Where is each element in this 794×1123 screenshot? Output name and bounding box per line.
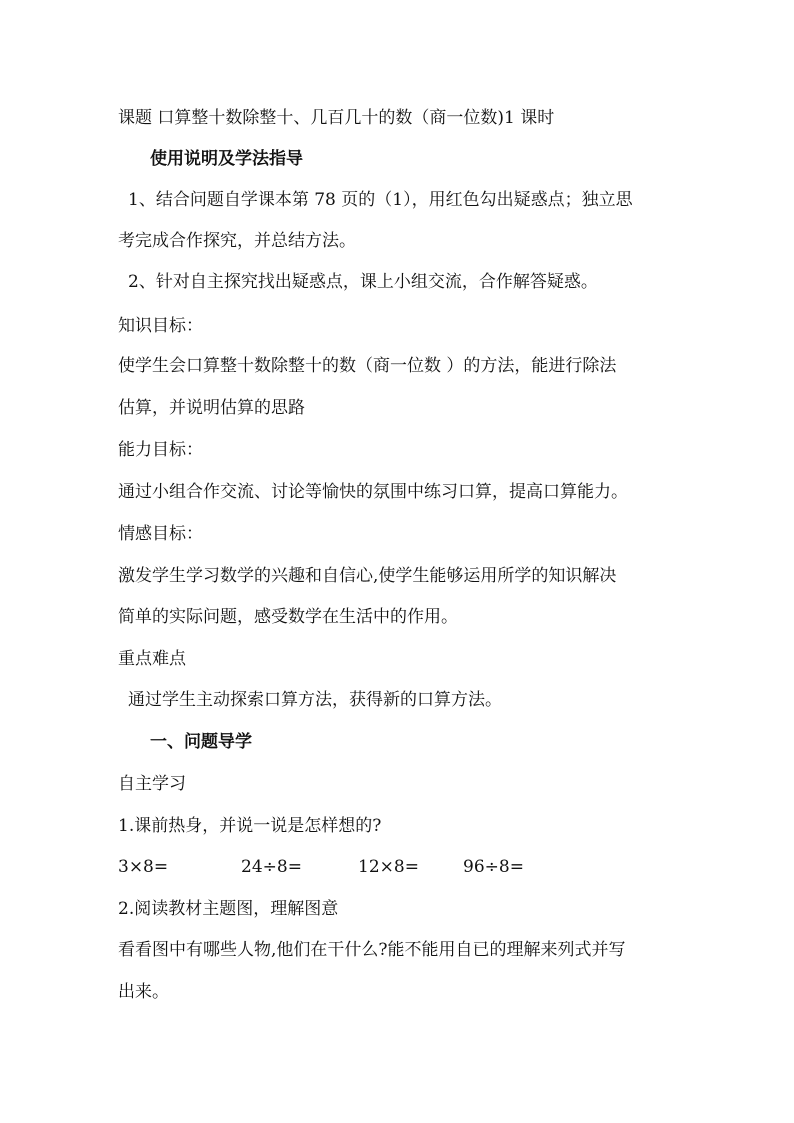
ability-goal-label: 能力目标： [118, 440, 203, 460]
guide-item-1-line-1: 1、结合问题自学课本第 78 页的（1），用红色勾出疑惑点；独立思 [128, 190, 633, 210]
emotion-goal-line-1: 激发学生学习数学的兴趣和自信心,使学生能够运用所学的知识解决 [118, 566, 617, 586]
exercise-row [118, 855, 678, 879]
ability-goal-text: 通过小组合作交流、讨论等愉快的氛围中练习口算，提高口算能力。 [118, 482, 628, 502]
question-2: 2.阅读教材主题图，理解图意 [118, 899, 339, 919]
guide-heading: 使用说明及学法指导 [150, 149, 303, 169]
question-1: 1.课前热身，并说一说是怎样想的? [118, 816, 382, 836]
question-2-text-line-1: 看看图中有哪些人物,他们在干什么?能不能用自已的理解来列式并写 [118, 940, 626, 960]
guide-item-2: 2、针对自主探究找出疑惑点，课上小组交流，合作解答疑惑。 [128, 272, 598, 292]
exercise-item: 3×8= [118, 857, 169, 877]
lesson-title: 课题 口算整十数除整十、几百几十的数（商一位数)1 课时 [118, 108, 555, 128]
knowledge-goal-label: 知识目标： [118, 316, 203, 336]
emotion-goal-line-2: 简单的实际问题，感受数学在生活中的作用。 [118, 607, 458, 627]
key-points-text: 通过学生主动探索口算方法，获得新的口算方法。 [128, 690, 502, 710]
section-heading-question-guide: 一、问题导学 [150, 732, 252, 752]
guide-item-1-line-2: 考完成合作探究，并总结方法。 [118, 231, 356, 251]
emotion-goal-label: 情感目标： [118, 524, 203, 544]
knowledge-goal-line-2: 估算，并说明估算的思路 [118, 398, 305, 418]
exercise-item: 12×8= [358, 857, 419, 877]
key-points-label: 重点难点 [118, 649, 186, 669]
self-study-label: 自主学习 [118, 774, 186, 794]
exercise-item: 24÷8= [241, 857, 302, 877]
question-2-text-line-2: 出来。 [118, 982, 169, 1002]
exercise-item: 96÷8= [463, 857, 524, 877]
knowledge-goal-line-1: 使学生会口算整十数除整十的数（商一位数 ）的方法，能进行除法 [118, 356, 617, 376]
